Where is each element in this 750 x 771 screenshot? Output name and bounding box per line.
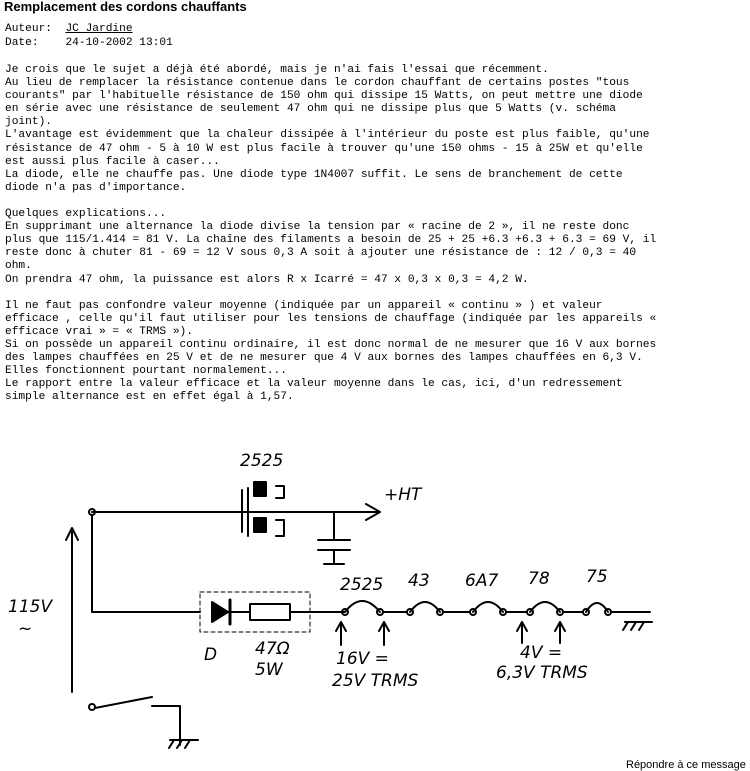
date-label: Date: bbox=[5, 37, 39, 49]
text-line: Je crois que le sujet a déjà été abordé, mais je n'ai fais l'essai que récemment. bbox=[5, 64, 549, 76]
paragraph-2 bbox=[5, 208, 750, 287]
tube-label-78: 78 bbox=[528, 569, 550, 589]
text-line: courants" par l'habituelle résistance de 150 ohm qui dissipe 15 Watts, on peut mettre une diode bbox=[5, 90, 643, 103]
resistor-power-label: 5W bbox=[255, 660, 283, 680]
text-line: Elles fonctionnent pourtant normalement... bbox=[5, 365, 287, 378]
tube-label-75: 75 bbox=[586, 567, 608, 587]
text-line: ohm. bbox=[5, 260, 32, 273]
text-line: résistance de 47 ohm - 5 à 10 W est plus facile à trouver qu'une 150 ohms - 15 à 25W et qu'elle bbox=[5, 142, 643, 155]
measurement-high-line1: 16V = bbox=[336, 649, 389, 669]
message-body bbox=[5, 64, 750, 418]
tube-label-43: 43 bbox=[408, 571, 430, 591]
paragraph-3 bbox=[5, 300, 750, 405]
reply-link[interactable]: Répondre à ce message bbox=[626, 759, 746, 771]
ac-symbol: ~ bbox=[18, 619, 33, 639]
text-line: Quelques explications... bbox=[5, 208, 167, 221]
text-line: plus que 115/1.414 = 81 V. La chaîne des filaments a besoin de 25 + 25 +6.3 +6.3 + 6.3 = 69 V, il bbox=[5, 234, 657, 247]
date-value: 24-10-2002 13:01 bbox=[65, 37, 173, 49]
measurement-high-line2: 25V TRMS bbox=[332, 671, 419, 691]
text-line: Il ne faut pas confondre valeur moyenne (indiquée par un appareil « continu » ) et valeur bbox=[5, 299, 603, 312]
text-line: L'avantage est évidemment que la chaleur dissipée à l'intérieur du poste est plus faible, qu'une bbox=[5, 129, 650, 142]
text-line: en série avec une résistance de seulement 47 ohm qui ne dissipe plus que 5 Watts (v. schéma bbox=[5, 103, 616, 116]
text-line: simple alternance est en effet égal à 1,57. bbox=[5, 391, 294, 404]
text-line: diode n'a pas d'importance. bbox=[5, 181, 187, 194]
text-line: Le rapport entre la valeur efficace et la valeur moyenne dans le cas, ici, d'un redressement bbox=[5, 378, 623, 391]
author-link[interactable]: JC Jardine bbox=[65, 23, 133, 35]
text-line: est aussi plus facile à caser... bbox=[5, 155, 220, 168]
text-line: Si on possède un appareil continu ordinaire, il est donc normal de ne mesurer que 16 V aux bornes bbox=[5, 338, 657, 351]
text-line: des lampes chauffées en 25 V et de ne mesurer que 4 V aux bornes des lampes chauffées en 6,3 V. bbox=[5, 352, 643, 365]
diode-label: D bbox=[204, 645, 218, 665]
date-line bbox=[5, 37, 173, 49]
schematic-diagram bbox=[0, 440, 750, 760]
text-line: efficace vrai » = « TRMS »). bbox=[5, 325, 193, 338]
tube-label-2525: 2525 bbox=[340, 575, 384, 595]
text-line: joint). bbox=[5, 116, 52, 129]
measurement-low-line1: 4V = bbox=[520, 643, 563, 663]
text-line: On prendra 47 ohm, la puissance est alors R x Icarré = 47 x 0,3 x 0,3 = 4,2 W. bbox=[5, 273, 529, 286]
text-line: Au lieu de remplacer la résistance contenue dans le cordon chauffant de certains postes "tous bbox=[5, 77, 630, 90]
page-title: Remplacement des cordons chauffants bbox=[4, 0, 247, 14]
mains-voltage-label: 115V bbox=[8, 597, 53, 617]
tube-label-6a7: 6A7 bbox=[465, 571, 499, 591]
resistor-value-label: 47Ω bbox=[255, 639, 290, 659]
ht-label: +HT bbox=[384, 485, 422, 505]
paragraph-1 bbox=[5, 64, 750, 195]
text-line: En supprimant une alternance la diode divise la tension par « racine de 2 », il ne reste donc bbox=[5, 221, 630, 234]
text-line: La diode, elle ne chauffe pas. Une diode type 1N4007 suffit. Le sens de branchement de cette bbox=[5, 168, 623, 181]
text-line: reste donc à chuter 81 - 69 = 12 V sous 0,3 A soit à ajouter une résistance de : 12 / 0,3 = 40 bbox=[5, 247, 637, 260]
author-line bbox=[5, 23, 133, 35]
rectifier-label: 2525 bbox=[240, 451, 284, 471]
author-label: Auteur: bbox=[5, 23, 52, 35]
measurement-low-line2: 6,3V TRMS bbox=[496, 663, 588, 683]
text-line: efficace , celle qu'il faut utiliser pour les tensions de chauffage (indiquée par les appareils « bbox=[5, 312, 657, 325]
